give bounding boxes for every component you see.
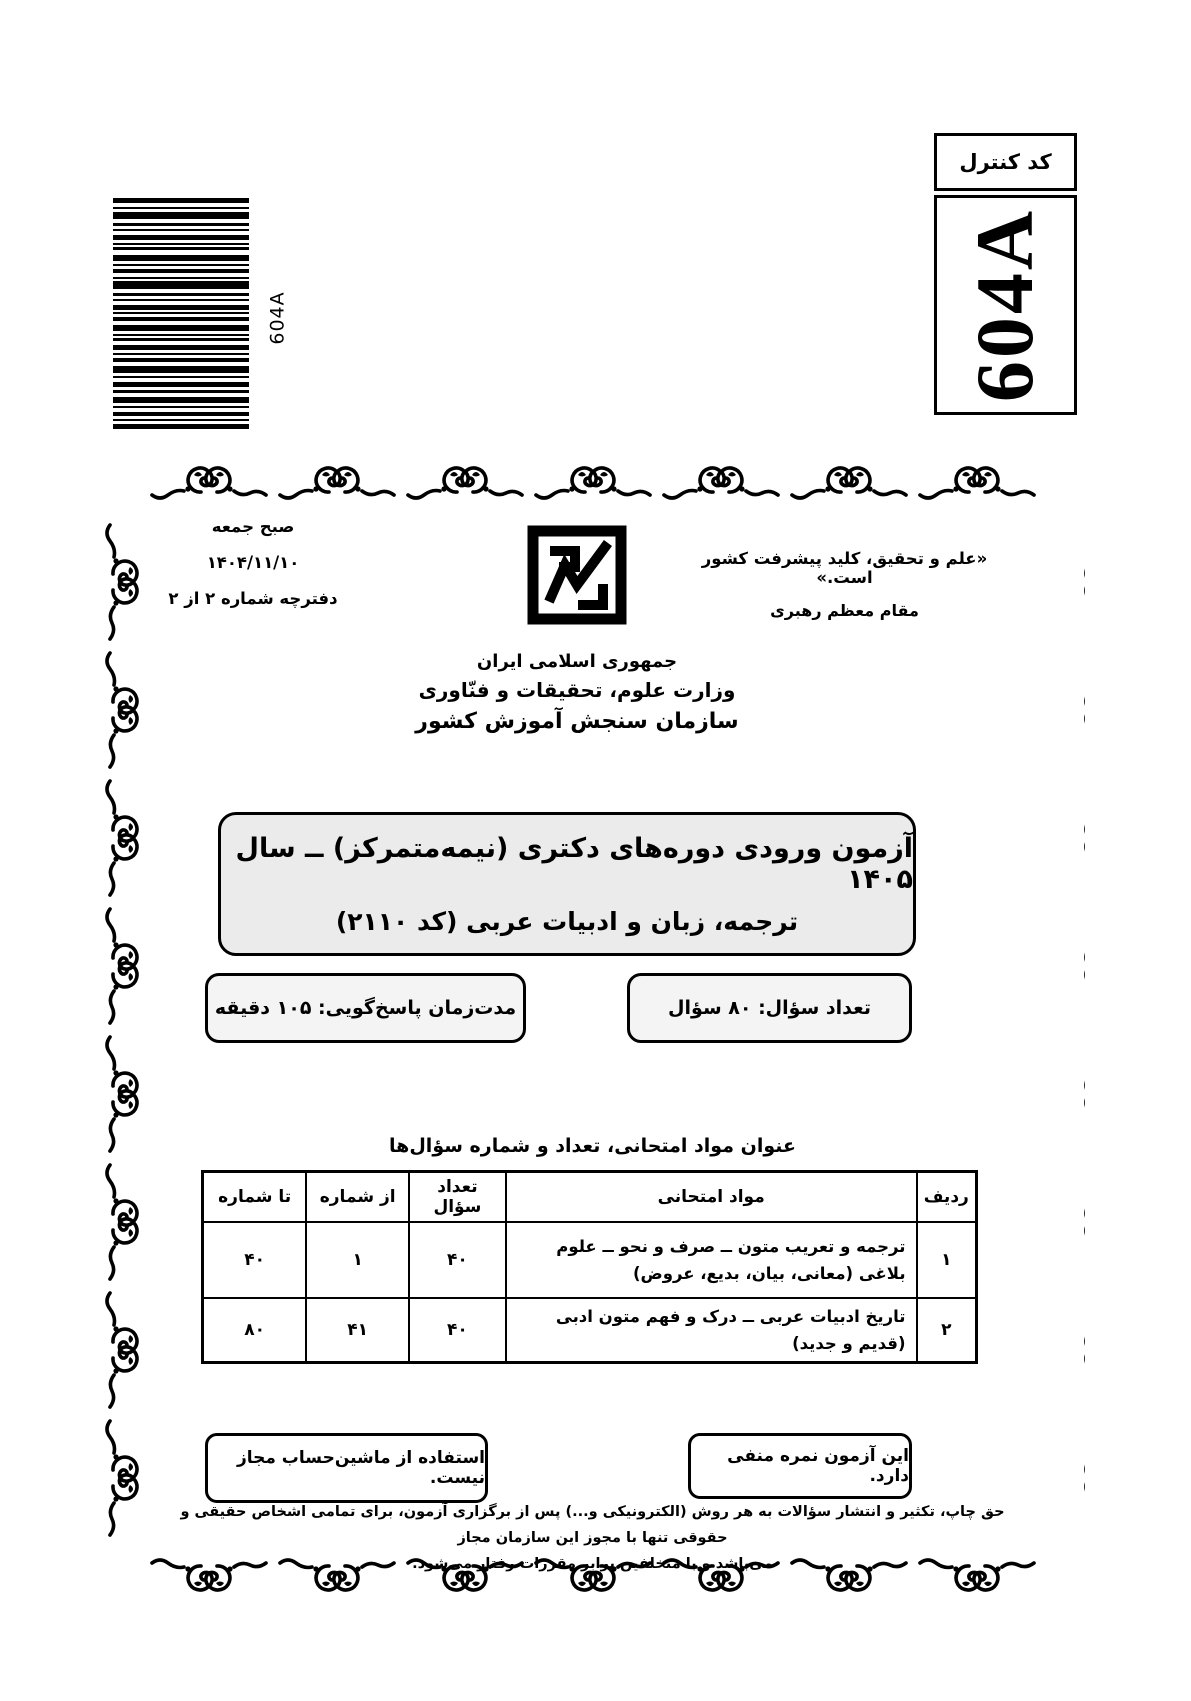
ornament-motif (1083, 651, 1085, 769)
ornament-motif (918, 465, 1036, 505)
exam-title-line1: آزمون ورودی دوره‌های دکتری (نیمه‌متمرکز) ــ سال ۱۴۰۵ (235, 832, 913, 895)
decorative-frame (100, 465, 1085, 1595)
ornament-motif (534, 465, 652, 505)
copyright-notice (155, 1499, 1030, 1577)
ornament-motif (100, 779, 140, 897)
ornament-motif (1083, 523, 1085, 641)
ornament-motif (1083, 1163, 1085, 1281)
control-code-value: 604A (959, 207, 1051, 403)
control-code-label: کد کنترل (934, 133, 1077, 191)
col-header-to: تا شماره (203, 1172, 307, 1223)
ornament-motif (662, 465, 780, 505)
cell-to: ۸۰ (203, 1298, 307, 1363)
control-code-value-box (934, 195, 1077, 415)
session-info (138, 517, 368, 625)
frame-border-right (1043, 513, 1085, 1547)
cell-subject: تاریخ ادبیات عربی ــ درک و فهم متون ادبی (قدیم و جدید) (506, 1298, 917, 1363)
ornament-motif (790, 465, 908, 505)
leader-quote-block (672, 549, 1017, 620)
exam-title-box (218, 812, 916, 956)
ornament-motif (1083, 779, 1085, 897)
exam-date: ۱۴۰۴/۱۱/۱۰ (206, 553, 300, 572)
cell-count: ۴۰ (409, 1222, 506, 1298)
negative-score-notice: این آزمون نمره منفی دارد. (688, 1433, 912, 1499)
table-caption: عنوان مواد امتحانی، تعداد و شماره سؤال‌ها (389, 1135, 796, 1157)
frame-border-top (108, 465, 1077, 507)
ornament-motif (1083, 1419, 1085, 1537)
cell-radif: ۱ (917, 1222, 977, 1298)
ornament-motif (100, 1163, 140, 1281)
ornament-motif (1083, 907, 1085, 1025)
question-count-box: تعداد سؤال: ۸۰ سؤال (627, 973, 912, 1043)
ornament-motif (1083, 1291, 1085, 1409)
ornament-motif (100, 1419, 140, 1537)
org-line-sanjesh: سازمان سنجش آموزش کشور (415, 709, 739, 734)
barcode-bars (113, 198, 249, 438)
cell-from: ۱ (306, 1222, 409, 1298)
cell-to: ۴۰ (203, 1222, 307, 1298)
quote-attribution: مقام معظم رهبری (770, 601, 919, 620)
exam-title-line2: ترجمه، زبان و ادبیات عربی (کد ۲۱۱۰) (335, 906, 799, 936)
copyright-line2: می‌باشد و با متخلفین برابر مقررات رفتار می‌شود. (412, 1556, 773, 1573)
barcode (113, 198, 289, 438)
booklet-number: دفترچه شماره ۲ از ۲ (168, 589, 338, 608)
org-line-ministry: وزارت علوم، تحقیقات و فنّاوری (418, 678, 736, 702)
ornament-motif (100, 907, 140, 1025)
table-row (203, 1298, 977, 1363)
control-code-box (934, 133, 1077, 415)
frame-border-left (100, 513, 142, 1547)
ornament-motif (100, 651, 140, 769)
ornament-motif (100, 523, 140, 641)
ornament-motif (100, 1291, 140, 1409)
cell-count: ۴۰ (409, 1298, 506, 1363)
cell-from: ۴۱ (306, 1298, 409, 1363)
calculator-notice: استفاده از ماشین‌حساب مجاز نیست. (205, 1433, 488, 1503)
session-time: صبح جمعه (211, 517, 295, 536)
barcode-label: 604A (266, 291, 289, 345)
ornament-motif (150, 465, 268, 505)
table-row (203, 1222, 977, 1298)
sanjesh-emblem-logo (525, 523, 629, 643)
org-line-country: جمهوری اسلامی ایران (476, 651, 678, 672)
col-header-subject: مواد امتحانی (506, 1172, 917, 1223)
copyright-line1: حق چاپ، تکثیر و انتشار سؤالات به هر روش (الکترونیکی و...) پس از برگزاری آزمون، برای تمامی اشخاص حقیقی و حقوقی تنها با مجوز این سازمان مجاز (180, 1504, 1005, 1547)
cell-radif: ۲ (917, 1298, 977, 1363)
exam-materials-table (201, 1170, 978, 1364)
ornament-motif (406, 465, 524, 505)
ornament-motif (278, 465, 396, 505)
quote-text: «علم و تحقیق، کلید پیشرفت کشور است.» (701, 549, 988, 587)
table-header-row (203, 1172, 977, 1223)
col-header-from: از شماره (306, 1172, 409, 1223)
cell-subject: ترجمه و تعریب متون ــ صرف و نحو ــ علوم بلاغی (معانی، بیان، بدیع، عروض) (506, 1222, 917, 1298)
duration-box: مدت‌زمان پاسخ‌گویی: ۱۰۵ دقیقه (205, 973, 526, 1043)
col-header-count: تعداد سؤال (409, 1172, 506, 1223)
col-header-radif: ردیف (917, 1172, 977, 1223)
